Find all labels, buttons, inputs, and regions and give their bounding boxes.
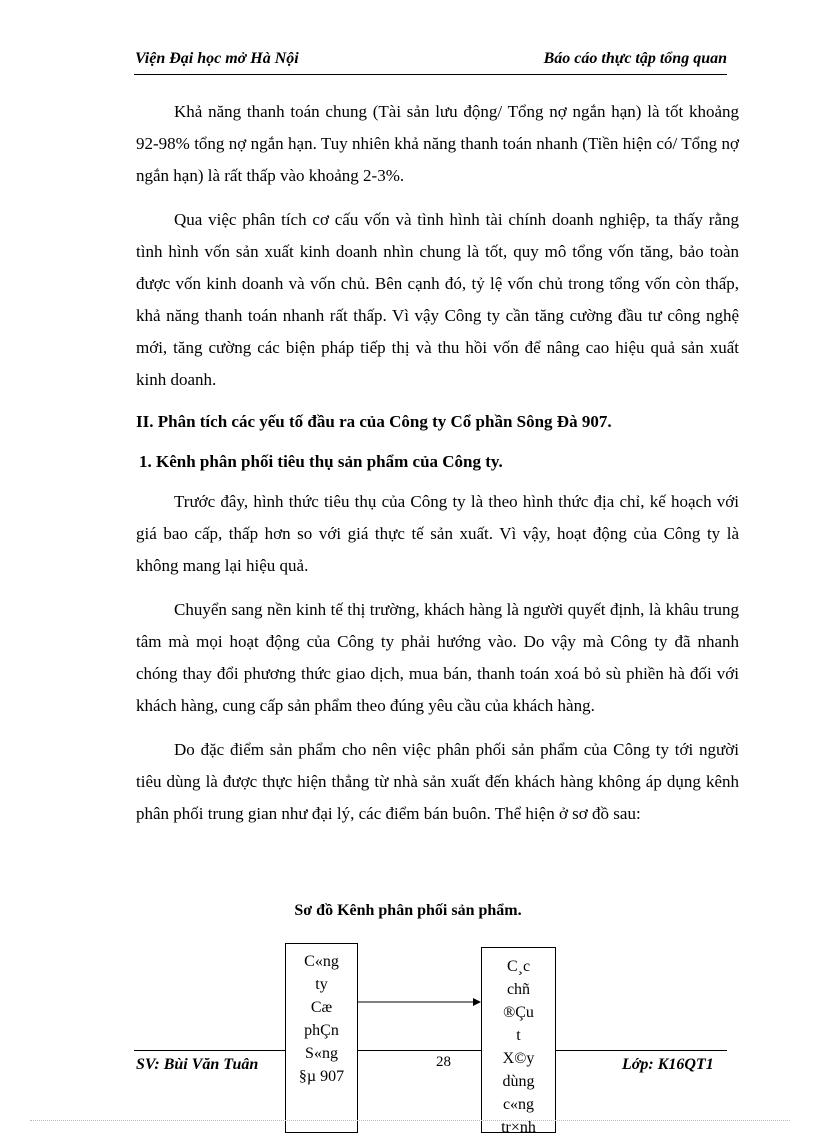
box-line: t [516,1027,521,1044]
box-line: phÇn [304,1022,339,1039]
paragraph: Chuyển sang nền kinh tế thị trường, khách hàng là người quyết định, là khâu trung tâm mà mọi hoạt động của Công ty phải hướng vào. Do vậy mà Công ty đã nhanh chóng thay đổi phương thức giao dịch, mua bán, thanh toán xoá bỏ sù phiền hà đối với khách hàng, cung cấp sản phẩm theo đúng yêu cầu của khách hàng. [136,600,739,715]
page-header [134,48,727,75]
document-body [136,96,739,842]
box-line: ty [315,976,328,993]
box-line: ®Çu [503,1004,534,1021]
header-institution: Viện Đại học mở Hà Nội [135,50,299,67]
footer-student: SV: Bùi Văn Tuân [136,1056,259,1073]
subsection-heading: 1. Kênh phân phối tiêu thụ sản phẩm của Công ty. [139,452,503,471]
box-line: C¸c [506,958,531,975]
box-line: Cæ [310,999,333,1016]
paragraph: Qua việc phân tích cơ cấu vốn và tình hình tài chính doanh nghiệp, ta thấy rằng tình hình vốn sản xuất kinh doanh nhìn chung là tốt, quy mô tổng vốn tăng, bảo toàn được vốn kinh doanh và vốn chủ. Bên cạnh đó, tỷ lệ vốn chủ trong tổng vốn còn thấp, khả năng thanh toán nhanh rất thấp. Vì vậy Công ty cần tăng cường đầu tư công nghệ mới, tăng cường các biện pháp tiếp thị và thu hồi vốn để nâng cao hiệu quả sản xuất kinh doanh. [136,210,739,389]
paragraph: Khả năng thanh toán chung (Tài sản lưu động/ Tổng nợ ngắn hạn) là tốt khoảng 92-98% tổng nợ ngắn hạn. Tuy nhiên khả năng thanh toán nhanh (Tiền hiện có/ Tổng nợ ngắn hạn) là rất thấp vào khoảng 2-3%. [136,102,739,185]
box-line: S«ng [305,1045,338,1062]
paragraph: Trước đây, hình thức tiêu thụ của Công ty là theo hình thức địa chỉ, kế hoạch với giá bao cấp, thấp hơn so với giá thực tế sản xuất. Vì vậy, hoạt động của Công ty là không mang lại hiệu quả. [136,492,739,575]
diagram-title: Sơ đồ Kênh phân phối sản phẩm. [294,902,522,919]
box-line: tr×nh [501,1119,536,1136]
page-number: 28 [436,1054,451,1070]
footer-divider [358,1050,481,1051]
box-line: dùng [502,1073,535,1090]
box-line: C«ng [304,953,339,970]
section-heading: II. Phân tích các yếu tố đầu ra của Công ty Cổ phần Sông Đà 907. [136,412,612,431]
flow-arrow [358,994,481,1010]
header-report-title: Báo cáo thực tập tổng quan [543,50,727,67]
footer-divider [134,1050,285,1051]
footer-class: Lớp: K16QT1 [622,1056,714,1073]
page-bottom-border [30,1120,790,1121]
diagram-box-company [285,943,358,1133]
box-line: c«ng [502,1096,535,1113]
paragraph: Do đặc điểm sản phẩm cho nên việc phân phối sản phẩm của Công ty tới người tiêu dùng là được thực hiện thẳng từ nhà sản xuất đến khách hàng không áp dụng kênh phân phối trung gian như đại lý, các điểm bán buôn. Thể hiện ở sơ đồ sau: [136,740,739,823]
box-line: X©y [502,1050,535,1067]
box-line: chñ [506,981,531,998]
diagram-box-investors [481,947,556,1136]
footer-divider [556,1050,727,1051]
box-line: §µ 907 [298,1068,345,1085]
